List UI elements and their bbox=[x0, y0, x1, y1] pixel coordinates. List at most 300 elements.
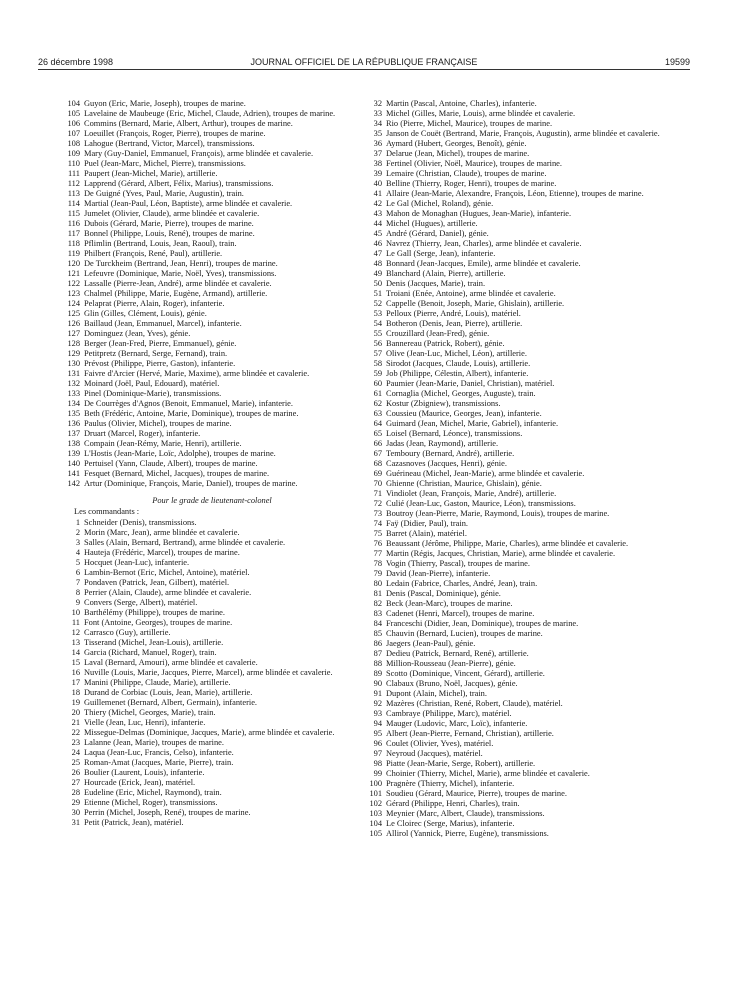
list-entry bbox=[368, 689, 691, 699]
entry-officer-text: Cornaglia (Michel, Georges, Auguste), train. bbox=[386, 389, 536, 398]
header-page-number: 19599 bbox=[664, 57, 690, 67]
entry-rank-number: 111 bbox=[68, 169, 80, 178]
entry-officer-text: Guimard (Jean, Michel, Marie, Gabriel), infanterie. bbox=[386, 419, 559, 428]
entry-rank-number: 84 bbox=[373, 619, 382, 628]
list-entry bbox=[368, 569, 691, 579]
list-entry bbox=[368, 259, 691, 269]
entry-officer-text: Pelaprat (Pierre, Alain, Roger), infanterie. bbox=[84, 299, 225, 308]
list-entry bbox=[368, 739, 691, 749]
list-entry bbox=[66, 399, 358, 409]
entry-officer-text: Loeuillet (François, Roger, Pierre), troupes de marine. bbox=[84, 129, 266, 138]
entry-rank-number: 42 bbox=[373, 199, 382, 208]
entry-officer-text: Loisel (Bernard, Léonce), transmissions. bbox=[386, 429, 523, 438]
entry-rank-number: 88 bbox=[373, 659, 382, 668]
entry-rank-number: 28 bbox=[71, 788, 80, 797]
entry-officer-text: Etienne (Michel, Roger), transmissions. bbox=[84, 798, 218, 807]
list-entry bbox=[368, 379, 691, 389]
entry-rank-number: 20 bbox=[71, 708, 80, 717]
entry-officer-text: Olive (Jean-Luc, Michel, Léon), artillerie. bbox=[386, 349, 527, 358]
entry-rank-number: 92 bbox=[373, 699, 382, 708]
entry-officer-text: David (Jean-Pierre), infanterie. bbox=[386, 569, 491, 578]
list-entry bbox=[66, 439, 358, 449]
entry-officer-text: Coulet (Olivier, Yves), matériel. bbox=[386, 739, 494, 748]
entry-rank-number: 135 bbox=[67, 409, 80, 418]
list-entry bbox=[368, 139, 691, 149]
entry-officer-text: Temboury (Bernard, André), artillerie. bbox=[386, 449, 515, 458]
entry-officer-text: Neyroud (Jacques), matériel. bbox=[386, 749, 483, 758]
entry-officer-text: Scotto (Dominique, Vincent, Gérard), artillerie. bbox=[386, 669, 545, 678]
entry-rank-number: 96 bbox=[373, 739, 382, 748]
entry-rank-number: 106 bbox=[67, 119, 80, 128]
entry-officer-text: Vielle (Jean, Luc, Henri), infanterie. bbox=[84, 718, 206, 727]
entry-rank-number: 70 bbox=[373, 479, 382, 488]
entry-officer-text: Beck (Jean-Marc), troupes de marine. bbox=[386, 599, 513, 608]
list-entry bbox=[66, 708, 358, 718]
entry-officer-text: Pflimlin (Bertrand, Louis, Jean, Raoul), train. bbox=[84, 239, 237, 248]
entry-rank-number: 132 bbox=[67, 379, 80, 388]
entry-officer-text: Lambin-Bernot (Eric, Michel, Antoine), matériel. bbox=[84, 568, 250, 577]
list-entry bbox=[368, 339, 691, 349]
list-entry bbox=[66, 219, 358, 229]
entry-officer-text: Faÿ (Didier, Paul), train. bbox=[386, 519, 468, 528]
entry-rank-number: 81 bbox=[373, 589, 382, 598]
list-entry bbox=[368, 349, 691, 359]
right-column bbox=[368, 99, 691, 839]
list-entry bbox=[66, 279, 358, 289]
entry-rank-number: 8 bbox=[75, 588, 80, 597]
entry-rank-number: 124 bbox=[67, 299, 80, 308]
list-entry bbox=[368, 819, 691, 829]
list-entry bbox=[66, 229, 358, 239]
list-entry bbox=[368, 399, 691, 409]
list-entry bbox=[66, 99, 358, 109]
entry-rank-number: 36 bbox=[373, 139, 382, 148]
entry-officer-text: Philbert (François, René, Paul), artillerie. bbox=[84, 249, 223, 258]
entry-rank-number: 9 bbox=[75, 598, 80, 607]
list-entry bbox=[368, 279, 691, 289]
entry-rank-number: 5 bbox=[75, 558, 80, 567]
entry-rank-number: 136 bbox=[67, 419, 80, 428]
entry-rank-number: 95 bbox=[373, 729, 382, 738]
entry-rank-number: 30 bbox=[71, 808, 80, 817]
entry-rank-number: 61 bbox=[373, 389, 382, 398]
entry-officer-text: Hocquet (Jean-Luc), infanterie. bbox=[84, 558, 190, 567]
entry-rank-number: 123 bbox=[67, 289, 80, 298]
entry-rank-number: 101 bbox=[369, 789, 382, 798]
list-entry bbox=[66, 758, 358, 768]
entry-officer-text: Hourcade (Erick, Jean), matériel. bbox=[84, 778, 196, 787]
list-entry bbox=[66, 239, 358, 249]
list-entry bbox=[368, 389, 691, 399]
entry-officer-text: Allirol (Yannick, Pierre, Eugène), transmissions. bbox=[386, 829, 549, 838]
entry-officer-text: Fertinel (Olivier, Noël, Maurice), troupes de marine. bbox=[386, 159, 562, 168]
lieutenant-colonel-list bbox=[66, 518, 358, 828]
entry-officer-text: Million-Rousseau (Jean-Pierre), génie. bbox=[386, 659, 516, 668]
entry-rank-number: 45 bbox=[373, 229, 382, 238]
entry-rank-number: 118 bbox=[67, 239, 80, 248]
entry-officer-text: Denis (Jacques, Marie), train. bbox=[386, 279, 486, 288]
list-entry bbox=[368, 499, 691, 509]
entry-rank-number: 75 bbox=[373, 529, 382, 538]
entry-officer-text: Petit (Patrick, Jean), matériel. bbox=[84, 818, 184, 827]
entry-rank-number: 133 bbox=[67, 389, 80, 398]
entry-officer-text: Gérard (Philippe, Henri, Charles), train. bbox=[386, 799, 520, 808]
list-entry bbox=[368, 799, 691, 809]
entry-rank-number: 65 bbox=[373, 429, 382, 438]
entry-officer-text: Ledain (Fabrice, Charles, André, Jean), train. bbox=[386, 579, 538, 588]
list-entry bbox=[368, 129, 691, 139]
entry-rank-number: 1 bbox=[75, 518, 80, 527]
list-entry bbox=[66, 718, 358, 728]
entry-officer-text: Allaire (Jean-Marie, Alexandre, François, Léon, Etienne), troupes de marine. bbox=[386, 189, 644, 198]
entry-rank-number: 104 bbox=[67, 99, 80, 108]
entry-rank-number: 18 bbox=[71, 688, 80, 697]
entry-officer-text: Mauger (Ludovic, Marc, Loïc), infanterie. bbox=[386, 719, 528, 728]
entry-rank-number: 112 bbox=[67, 179, 80, 188]
list-entry bbox=[368, 539, 691, 549]
list-entry bbox=[66, 648, 358, 658]
entry-officer-text: Boutroy (Jean-Pierre, Marie, Raymond, Louis), troupes de marine. bbox=[386, 509, 610, 518]
list-entry bbox=[66, 548, 358, 558]
entry-officer-text: Pinel (Dominique-Marie), transmissions. bbox=[84, 389, 222, 398]
list-entry bbox=[66, 209, 358, 219]
entry-rank-number: 140 bbox=[67, 459, 80, 468]
list-entry bbox=[368, 479, 691, 489]
list-entry bbox=[368, 719, 691, 729]
entry-officer-text: Lavelaine de Maubeuge (Eric, Michel, Claude, Adrien), troupes de marine. bbox=[84, 109, 336, 118]
list-entry bbox=[66, 618, 358, 628]
entry-officer-text: Meynier (Marc, Albert, Claude), transmissions. bbox=[386, 809, 545, 818]
entry-officer-text: Dupont (Alain, Michel), train. bbox=[386, 689, 487, 698]
entry-rank-number: 128 bbox=[67, 339, 80, 348]
entry-rank-number: 119 bbox=[67, 249, 80, 258]
list-entry bbox=[368, 109, 691, 119]
list-entry bbox=[368, 529, 691, 539]
entry-rank-number: 51 bbox=[373, 289, 382, 298]
entry-rank-number: 129 bbox=[67, 349, 80, 358]
entry-rank-number: 17 bbox=[71, 678, 80, 687]
list-entry bbox=[66, 538, 358, 548]
entry-officer-text: Boulier (Laurent, Louis), infanterie. bbox=[84, 768, 205, 777]
entry-officer-text: Garcia (Richard, Manuel, Roger), train. bbox=[84, 648, 217, 657]
list-entry bbox=[66, 449, 358, 459]
entry-rank-number: 134 bbox=[67, 399, 80, 408]
entry-rank-number: 3 bbox=[75, 538, 80, 547]
entry-officer-text: Choinier (Thierry, Michel, Marie), arme blindée et cavalerie. bbox=[386, 769, 590, 778]
entry-rank-number: 25 bbox=[71, 758, 80, 767]
entry-officer-text: Chauvin (Bernard, Lucien), troupes de marine. bbox=[386, 629, 543, 638]
entry-officer-text: Mary (Guy-Daniel, Emmanuel, François), arme blindée et cavalerie. bbox=[84, 149, 314, 158]
entry-rank-number: 93 bbox=[373, 709, 382, 718]
header-journal-title: JOURNAL OFFICIEL DE LA RÉPUBLIQUE FRANÇAISE bbox=[250, 57, 478, 67]
list-entry bbox=[368, 249, 691, 259]
entry-rank-number: 114 bbox=[67, 199, 80, 208]
list-entry bbox=[66, 608, 358, 618]
entry-officer-text: Morin (Marc, Jean), arme blindée et cavalerie. bbox=[84, 528, 240, 537]
entry-officer-text: Martial (Jean-Paul, Léon, Baptiste), arme blindée et cavalerie. bbox=[84, 199, 293, 208]
list-entry bbox=[66, 768, 358, 778]
entry-officer-text: André (Gérard, Daniel), génie. bbox=[386, 229, 489, 238]
entry-officer-text: Durand de Corbiac (Louis, Jean, Marie), artillerie. bbox=[84, 688, 253, 697]
entry-officer-text: Lemaire (Christian, Claude), troupes de marine. bbox=[386, 169, 547, 178]
entry-officer-text: Faivre d'Arcier (Hervé, Marie, Maxime), arme blindée et cavalerie. bbox=[84, 369, 310, 378]
entry-rank-number: 107 bbox=[67, 129, 80, 138]
list-entry bbox=[66, 179, 358, 189]
entry-rank-number: 6 bbox=[75, 568, 80, 577]
list-entry bbox=[368, 219, 691, 229]
entry-rank-number: 14 bbox=[71, 648, 80, 657]
entry-rank-number: 138 bbox=[67, 439, 80, 448]
entry-officer-text: Laval (Bernard, Amouri), arme blindée et cavalerie. bbox=[84, 658, 258, 667]
list-entry bbox=[368, 359, 691, 369]
list-entry bbox=[368, 789, 691, 799]
entry-rank-number: 37 bbox=[373, 149, 382, 158]
entry-officer-text: Delarue (Jean, Michel), troupes de marine. bbox=[386, 149, 530, 158]
list-entry bbox=[66, 249, 358, 259]
list-entry bbox=[66, 269, 358, 279]
entry-rank-number: 55 bbox=[373, 329, 382, 338]
entry-officer-text: Petitpretz (Bernard, Serge, Fernand), train. bbox=[84, 349, 228, 358]
entry-officer-text: Bannereau (Patrick, Robert), génie. bbox=[386, 339, 505, 348]
list-entry bbox=[66, 149, 358, 159]
list-entry bbox=[368, 699, 691, 709]
entry-officer-text: Denis (Pascal, Dominique), génie. bbox=[386, 589, 501, 598]
entry-officer-text: Michel (Gilles, Marie, Louis), arme blindée et cavalerie. bbox=[386, 109, 576, 118]
entry-rank-number: 97 bbox=[373, 749, 382, 758]
entry-rank-number: 108 bbox=[67, 139, 80, 148]
list-entry bbox=[66, 319, 358, 329]
entry-officer-text: Piatte (Jean-Marie, Serge, Robert), artillerie. bbox=[386, 759, 536, 768]
list-entry bbox=[368, 619, 691, 629]
list-entry bbox=[368, 549, 691, 559]
list-entry bbox=[66, 518, 358, 528]
entry-rank-number: 32 bbox=[373, 99, 382, 108]
entry-officer-text: Paumier (Jean-Marie, Daniel, Christian), matériel. bbox=[386, 379, 555, 388]
list-entry bbox=[368, 829, 691, 839]
entry-rank-number: 63 bbox=[373, 409, 382, 418]
entry-rank-number: 90 bbox=[373, 679, 382, 688]
list-entry bbox=[66, 389, 358, 399]
entry-rank-number: 12 bbox=[71, 628, 80, 637]
list-entry bbox=[368, 609, 691, 619]
entry-officer-text: Chalmel (Philippe, Marie, Eugène, Armand), artillerie. bbox=[84, 289, 268, 298]
entry-rank-number: 85 bbox=[373, 629, 382, 638]
list-entry bbox=[66, 309, 358, 319]
list-entry bbox=[66, 189, 358, 199]
entry-rank-number: 94 bbox=[373, 719, 382, 728]
list-entry bbox=[66, 119, 358, 129]
entry-officer-text: Botheron (Denis, Jean, Pierre), artillerie. bbox=[386, 319, 523, 328]
list-entry bbox=[66, 668, 358, 678]
page-header bbox=[38, 56, 690, 68]
section-title: Pour le grade de lieutenant-colonel bbox=[152, 496, 272, 505]
entry-officer-text: Jadas (Jean, Raymond), artillerie. bbox=[386, 439, 499, 448]
list-entry bbox=[66, 728, 358, 738]
entry-officer-text: Mahon de Monaghan (Hugues, Jean-Marie), infanterie. bbox=[386, 209, 572, 218]
entry-rank-number: 105 bbox=[369, 829, 382, 838]
entry-officer-text: Baillaud (Jean, Emmanuel, Marcel), infanterie. bbox=[84, 319, 242, 328]
list-entry bbox=[66, 558, 358, 568]
list-entry bbox=[368, 489, 691, 499]
entry-officer-text: Troiani (Enée, Antoine), arme blindée et cavalerie. bbox=[386, 289, 556, 298]
entry-rank-number: 10 bbox=[71, 608, 80, 617]
entry-rank-number: 113 bbox=[67, 189, 80, 198]
list-entry bbox=[368, 559, 691, 569]
entry-officer-text: Moinard (Joël, Paul, Edouard), matériel. bbox=[84, 379, 220, 388]
entry-rank-number: 89 bbox=[373, 669, 382, 678]
list-entry bbox=[368, 409, 691, 419]
entry-officer-text: Coussieu (Maurice, Georges, Jean), infanterie. bbox=[386, 409, 542, 418]
list-entry bbox=[368, 469, 691, 479]
entry-officer-text: Fesquet (Bernard, Michel, Jacques), troupes de marine. bbox=[84, 469, 270, 478]
entry-rank-number: 59 bbox=[373, 369, 382, 378]
entry-rank-number: 24 bbox=[71, 748, 80, 757]
list-entry bbox=[66, 409, 358, 419]
entry-officer-text: Puel (Jean-Marc, Michel, Pierre), transmissions. bbox=[84, 159, 246, 168]
list-entry bbox=[368, 679, 691, 689]
list-entry bbox=[66, 798, 358, 808]
entry-officer-text: Le Gal (Michel, Roland), génie. bbox=[386, 199, 494, 208]
entry-officer-text: Ghienne (Christian, Maurice, Ghislain), génie. bbox=[386, 479, 542, 488]
entry-rank-number: 4 bbox=[75, 548, 80, 557]
list-entry bbox=[66, 808, 358, 818]
entry-officer-text: Pondaven (Patrick, Jean, Gilbert), matériel. bbox=[84, 578, 230, 587]
list-entry bbox=[66, 199, 358, 209]
entry-rank-number: 69 bbox=[373, 469, 382, 478]
list-entry bbox=[368, 99, 691, 109]
entry-rank-number: 26 bbox=[71, 768, 80, 777]
entry-officer-text: Clabaux (Bruno, Noël, Jacques), génie. bbox=[386, 679, 518, 688]
entry-rank-number: 57 bbox=[373, 349, 382, 358]
list-entry bbox=[368, 779, 691, 789]
entry-rank-number: 31 bbox=[71, 818, 80, 827]
entry-officer-text: De Courrèges d'Agnos (Benoit, Emmanuel, Marie), infanterie. bbox=[84, 399, 293, 408]
list-entry bbox=[66, 588, 358, 598]
list-entry bbox=[368, 749, 691, 759]
promotion-list-continued bbox=[66, 99, 358, 489]
entry-rank-number: 83 bbox=[373, 609, 382, 618]
entry-officer-text: Beaussant (Jérôme, Philippe, Marie, Charles), arme blindée et cavalerie. bbox=[386, 539, 629, 548]
entry-rank-number: 7 bbox=[75, 578, 80, 587]
entry-officer-text: Roman-Amat (Jacques, Marie, Pierre), train. bbox=[84, 758, 234, 767]
list-entry bbox=[368, 639, 691, 649]
entry-officer-text: Jaegers (Jean-Paul), génie. bbox=[386, 639, 476, 648]
entry-rank-number: 99 bbox=[373, 769, 382, 778]
entry-officer-text: Job (Philippe, Célestin, Albert), infanterie. bbox=[386, 369, 529, 378]
entry-officer-text: Navrez (Thierry, Jean, Charles), arme blindée et cavalerie. bbox=[386, 239, 582, 248]
entry-rank-number: 74 bbox=[373, 519, 382, 528]
entry-rank-number: 50 bbox=[373, 279, 382, 288]
entry-rank-number: 87 bbox=[373, 649, 382, 658]
list-entry bbox=[368, 439, 691, 449]
entry-officer-text: Guillemenet (Bernard, Albert, Germain), infanterie. bbox=[84, 698, 258, 707]
entry-rank-number: 52 bbox=[373, 299, 382, 308]
list-entry bbox=[66, 289, 358, 299]
entry-rank-number: 130 bbox=[67, 359, 80, 368]
entry-officer-text: Prévost (Philippe, Pierre, Gaston), infanterie. bbox=[84, 359, 236, 368]
list-entry bbox=[66, 778, 358, 788]
entry-officer-text: Kostur (Zbigniew), transmissions. bbox=[386, 399, 501, 408]
entry-rank-number: 116 bbox=[67, 219, 80, 228]
entry-officer-text: Franceschi (Didier, Jean, Dominique), troupes de marine. bbox=[386, 619, 579, 628]
entry-officer-text: Cappelle (Benoit, Joseph, Marie, Ghislain), artillerie. bbox=[386, 299, 565, 308]
entry-officer-text: Dubois (Gérard, Marie, Pierre), troupes de marine. bbox=[84, 219, 254, 228]
entry-officer-text: Lapprend (Gérard, Albert, Félix, Marius), transmissions. bbox=[84, 179, 274, 188]
list-entry bbox=[368, 119, 691, 129]
list-entry bbox=[368, 449, 691, 459]
list-entry bbox=[66, 748, 358, 758]
list-entry bbox=[66, 688, 358, 698]
entry-rank-number: 137 bbox=[67, 429, 80, 438]
header-date: 26 décembre 1998 bbox=[38, 57, 114, 67]
entry-rank-number: 29 bbox=[71, 798, 80, 807]
list-entry bbox=[368, 809, 691, 819]
entry-rank-number: 79 bbox=[373, 569, 382, 578]
entry-officer-text: Lassalle (Pierre-Jean, André), arme blindée et cavalerie. bbox=[84, 279, 272, 288]
list-entry bbox=[368, 189, 691, 199]
entry-officer-text: Cazasnoves (Jacques, Henri), génie. bbox=[386, 459, 507, 468]
entry-rank-number: 46 bbox=[373, 239, 382, 248]
entry-officer-text: Paulus (Olivier, Michel), troupes de marine. bbox=[84, 419, 232, 428]
list-entry bbox=[66, 129, 358, 139]
list-entry bbox=[66, 339, 358, 349]
entry-rank-number: 100 bbox=[369, 779, 382, 788]
list-entry bbox=[66, 459, 358, 469]
list-entry bbox=[66, 259, 358, 269]
entry-rank-number: 44 bbox=[373, 219, 382, 228]
entry-officer-text: Schneider (Denis), transmissions. bbox=[84, 518, 197, 527]
header-rule bbox=[38, 69, 690, 70]
entry-rank-number: 122 bbox=[67, 279, 80, 288]
entry-rank-number: 104 bbox=[369, 819, 382, 828]
entry-officer-text: Lefeuvre (Dominique, Marie, Noël, Yves), transmissions. bbox=[84, 269, 277, 278]
list-entry bbox=[368, 709, 691, 719]
list-entry bbox=[368, 209, 691, 219]
list-entry bbox=[368, 599, 691, 609]
entry-rank-number: 98 bbox=[373, 759, 382, 768]
entry-rank-number: 53 bbox=[373, 309, 382, 318]
entry-officer-text: Mazères (Christian, René, Robert, Claude), matériel. bbox=[386, 699, 563, 708]
list-entry bbox=[368, 629, 691, 639]
list-entry bbox=[368, 329, 691, 339]
list-entry bbox=[368, 179, 691, 189]
entry-officer-text: Guyon (Eric, Marie, Joseph), troupes de marine. bbox=[84, 99, 246, 108]
entry-officer-text: Crouzillard (Jean-Fred), génie. bbox=[386, 329, 490, 338]
entry-rank-number: 121 bbox=[67, 269, 80, 278]
entry-officer-text: Nuville (Louis, Marie, Jacques, Pierre, Marcel), arme blindée et cavalerie. bbox=[84, 668, 333, 677]
entry-officer-text: Convers (Serge, Albert), matériel. bbox=[84, 598, 198, 607]
entry-officer-text: Compain (Jean-Rémy, Marie, Henri), artillerie. bbox=[84, 439, 242, 448]
entry-rank-number: 40 bbox=[373, 179, 382, 188]
entry-officer-text: Rio (Pierre, Michel, Maurice), troupes de marine. bbox=[386, 119, 553, 128]
entry-rank-number: 34 bbox=[373, 119, 382, 128]
entry-rank-number: 126 bbox=[67, 319, 80, 328]
entry-rank-number: 41 bbox=[373, 189, 382, 198]
list-entry bbox=[368, 579, 691, 589]
entry-officer-text: Berger (Jean-Fred, Pierre, Emmanuel), génie. bbox=[84, 339, 237, 348]
list-entry bbox=[66, 109, 358, 119]
entry-rank-number: 71 bbox=[373, 489, 382, 498]
entry-officer-text: Paupert (Jean-Michel, Marie), artillerie. bbox=[84, 169, 218, 178]
entry-rank-number: 142 bbox=[67, 479, 80, 488]
list-entry bbox=[66, 429, 358, 439]
entry-officer-text: Hauteja (Frédéric, Marcel), troupes de marine. bbox=[84, 548, 240, 557]
list-entry bbox=[66, 788, 358, 798]
entry-officer-text: Cadenet (Henri, Marcel), troupes de marine. bbox=[386, 609, 535, 618]
list-entry bbox=[368, 299, 691, 309]
entry-officer-text: Blanchard (Alain, Pierre), artillerie. bbox=[386, 269, 506, 278]
list-entry bbox=[66, 349, 358, 359]
